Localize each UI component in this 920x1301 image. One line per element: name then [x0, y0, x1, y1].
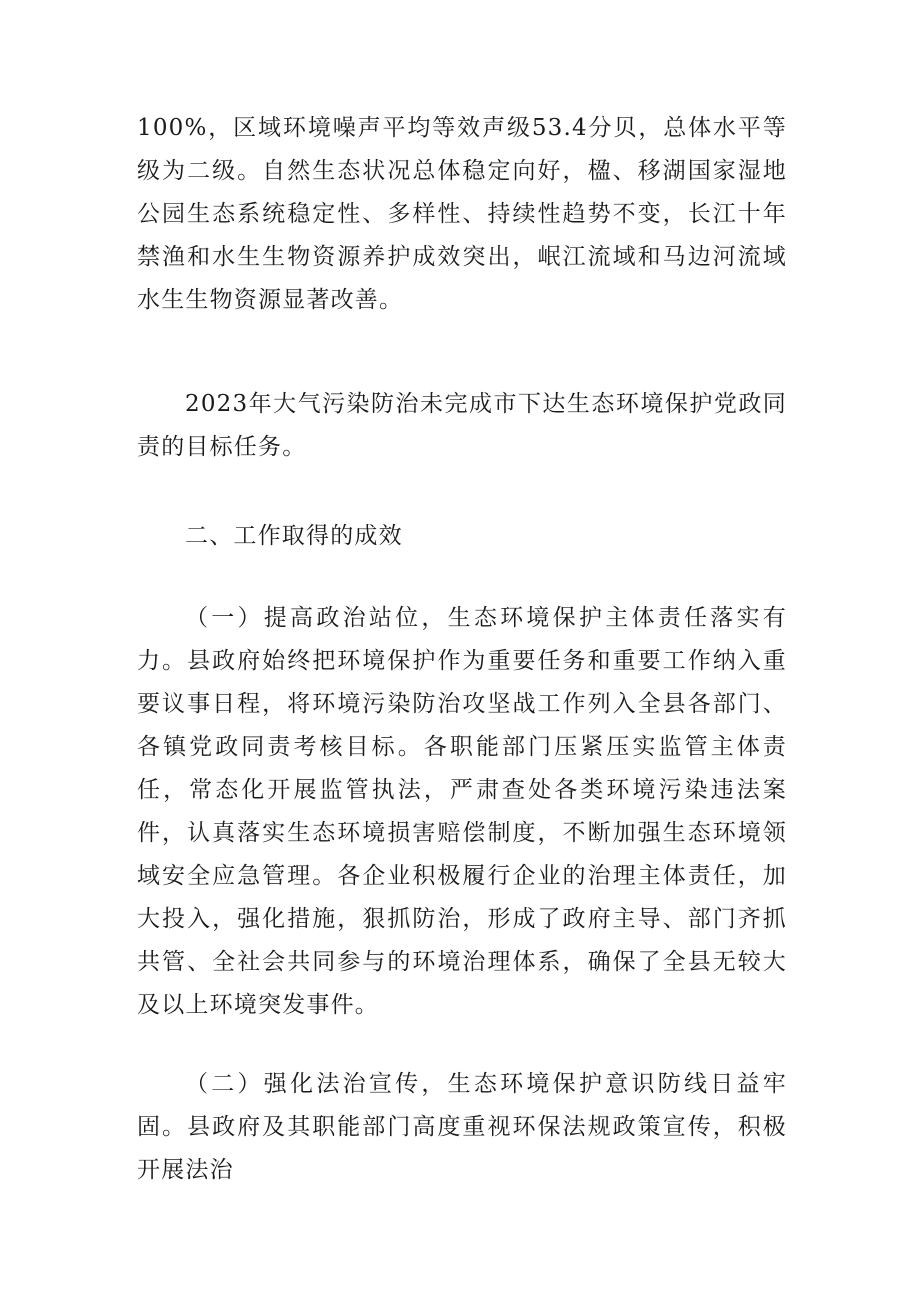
paragraph-item-2: （二）强化法治宣传，生态环境保护意识防线日益牢固。县政府及其职能部门高度重视环保法规政策宣传，积极开展法治: [137, 1071, 787, 1183]
paragraph-unmet-target: 2023年大气污染防治未完成市下达生态环境保护党政同责的目标任务。: [137, 391, 787, 460]
paragraph-continuation: 100%，区域环境噪声平均等效声级53.4分贝，总体水平等级为二级。自然生态状况总体稳定向好，楹、移湖国家湿地公园生态系统稳定性、多样性、持续性趋势不变，长江十年禁渔和水生生物资源养护成效突出，岷江流域和马边河流域水生生物资源显著改善。: [137, 115, 787, 313]
paragraph-item-1: （一）提高政治站位，生态环境保护主体责任落实有力。县政府始终把环境保护作为重要任务和重要工作纳入重要议事日程，将环境污染防治攻坚战工作列入全县各部门、各镇党政同责考核目标。各职能部门压紧压实监管主体责任，常态化开展监管执法，严肃查处各类环境污染违法案件，认真落实生态环境损害赔偿制度，不断加强生态环境领域安全应急管理。各企业积极履行企业的治理主体责任，加大投入，强化措施，狠抓防治，形成了政府主导、部门齐抓共管、全社会共同参与的环境治理体系，确保了全县无较大及以上环境突发事件。: [137, 605, 787, 1018]
section-heading-achievements: 二、工作取得的成效: [185, 523, 403, 549]
